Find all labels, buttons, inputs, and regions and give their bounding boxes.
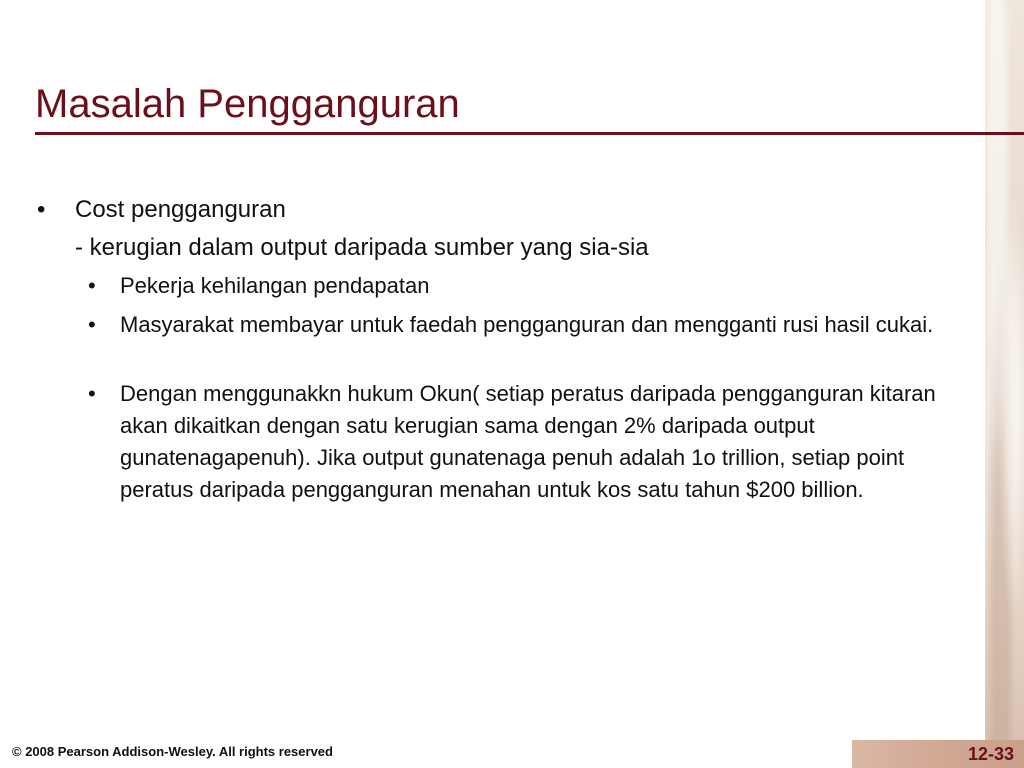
sub-bullet-text: Dengan menggunakkn hukum Okun( setiap peratus daripada pengganguran kitaran akan dikaitkan dengan satu kerugian sama dengan 2% daripada output gunatenagapenuh). Jika output gunatenaga penuh adalah 1o trillion, setiap point peratus daripada pengganguran menahan untuk kos satu tahun $200 billion. (120, 381, 936, 502)
bullet-main (37, 193, 286, 227)
sub-bullet-3 (88, 378, 960, 506)
sub-bullet-1 (88, 270, 960, 302)
bullet-glyph: • (88, 273, 96, 298)
bullet-glyph: • (37, 196, 46, 223)
sub-bullet-text: Pekerja kehilangan pendapatan (120, 273, 430, 298)
bullet-main-subtext: - kerugian dalam output daripada sumber yang sia-sia (75, 234, 649, 261)
copyright-notice: © 2008 Pearson Addison-Wesley. All rights reserved (12, 744, 333, 759)
slide-title: Masalah Pengganguran (35, 82, 460, 126)
decorative-side-image (985, 0, 1024, 740)
bullet-main-text: Cost pengganguran (75, 196, 286, 223)
bullet-glyph: • (88, 312, 96, 337)
bullet-glyph: • (88, 381, 96, 406)
page-number-box (852, 740, 1024, 768)
sub-bullet-2 (88, 309, 960, 341)
sub-bullet-text: Masyarakat membayar untuk faedah pengganguran dan mengganti rusi hasil cukai. (120, 312, 934, 337)
page-number: 12-33 (967, 744, 1014, 764)
